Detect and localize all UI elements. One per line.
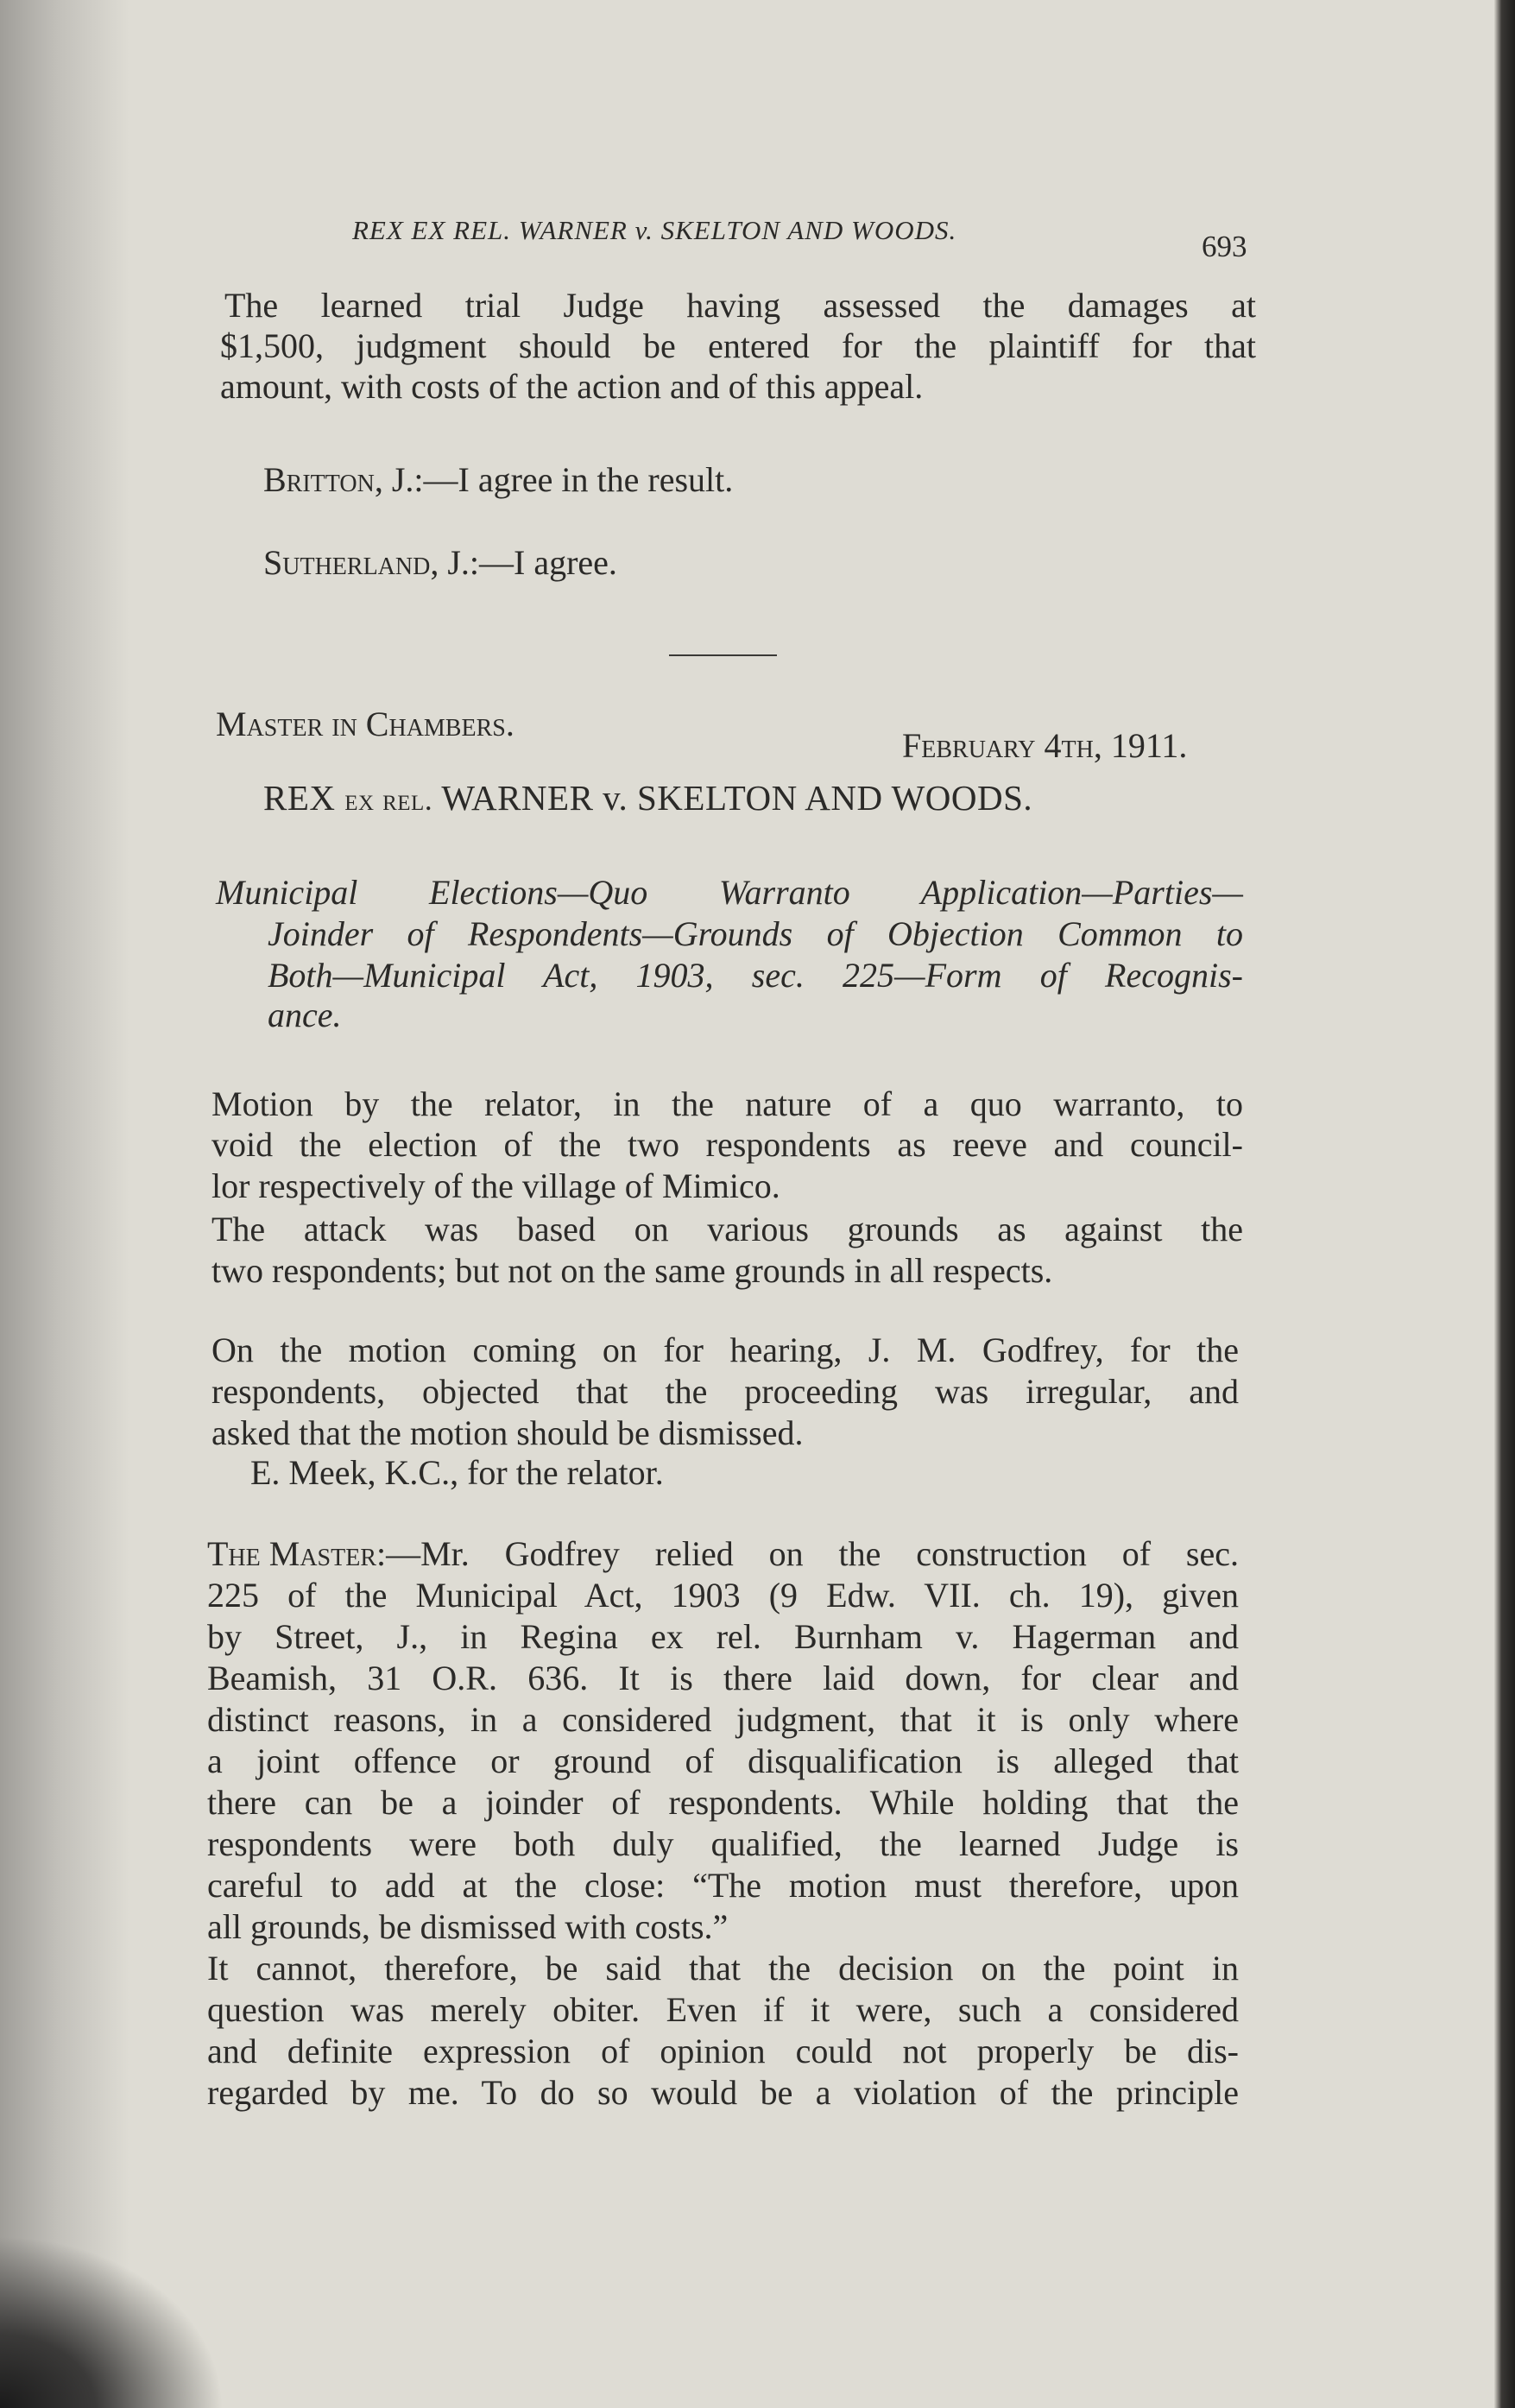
text-line: all grounds, be dismissed with costs.” xyxy=(207,1907,729,1946)
text-line: On the motion coming on for hearing, J. M. Godfrey, for the xyxy=(211,1330,1239,1369)
case-title-part: WARNER v. SKELTON AND WOODS. xyxy=(441,778,1033,818)
running-head: REX EX REL. WARNER v. SKELTON AND WOODS. xyxy=(352,215,957,245)
judge-sutherland-line xyxy=(263,542,617,584)
headnote-line: ance. xyxy=(268,995,342,1034)
counsel-line: E. Meek, K.C., for the relator. xyxy=(250,1453,664,1492)
text-line: question was merely obiter. Even if it were, such a considered xyxy=(207,1990,1239,2029)
case-title-part: REX xyxy=(263,778,336,818)
text-line: a joint offence or ground of disqualification is alleged that xyxy=(207,1741,1239,1780)
text-line: there can be a joinder of respondents. While holding that the xyxy=(207,1783,1239,1822)
judge-opinion: :—I agree in the result. xyxy=(413,460,734,499)
text-line: respondents were both duly qualified, the learned Judge is xyxy=(207,1824,1239,1863)
page-gutter-shadow xyxy=(0,0,129,2408)
text-line: regarded by me. To do so would be a violation of the principle xyxy=(207,2073,1239,2112)
text-line: :—Mr. Godfrey relied on the construction of sec. xyxy=(376,1534,1239,1573)
headnote-line: Municipal Elections—Quo Warranto Application—Parties— xyxy=(216,873,1243,912)
text-line: Beamish, 31 O.R. 636. It is there laid down, for clear and xyxy=(207,1659,1239,1697)
text-line: amount, with costs of the action and of this appeal. xyxy=(220,367,924,406)
text-line: two respondents; but not on the same grounds in all respects. xyxy=(211,1251,1053,1290)
text-line: careful to add at the close: “The motion must therefore, upon xyxy=(207,1866,1239,1905)
text-line: The learned trial Judge having assessed the damages at xyxy=(224,286,1256,325)
text-line: distinct reasons, in a considered judgment, that it is only where xyxy=(207,1700,1239,1739)
case-title xyxy=(263,777,1032,820)
decision-date: February 4th, 1911. xyxy=(902,726,1188,765)
page-edge xyxy=(1494,0,1515,2408)
section-divider xyxy=(669,654,777,656)
text-line: asked that the motion should be dismissed. xyxy=(211,1413,804,1452)
judge-opinion: :—I agree. xyxy=(469,543,617,582)
case-title-part: ex rel. xyxy=(344,782,433,817)
text-line: Motion by the relator, in the nature of a quo warranto, to xyxy=(211,1084,1243,1123)
master-label: The Master xyxy=(207,1534,376,1573)
text-line: The attack was based on various grounds as against the xyxy=(211,1210,1243,1248)
text-line: 225 of the Municipal Act, 1903 (9 Edw. VII. ch. 19), given xyxy=(207,1576,1239,1615)
text-line: $1,500, judgment should be entered for the plaintiff for that xyxy=(220,326,1256,365)
text-line: It cannot, therefore, be said that the decision on the point in xyxy=(207,1949,1239,1988)
text-line: by Street, J., in Regina ex rel. Burnham v. Hagerman and xyxy=(207,1617,1239,1656)
text-line: and definite expression of opinion could not properly be dis- xyxy=(207,2032,1239,2070)
text-line: void the election of the two respondents as reeve and council- xyxy=(211,1125,1243,1164)
text-line: respondents, objected that the proceeding was irregular, and xyxy=(211,1372,1239,1411)
court-name: Master in Chambers. xyxy=(216,705,514,743)
judge-name: Britton, J. xyxy=(263,460,414,499)
corner-shadow xyxy=(0,2235,224,2408)
headnote-line: Both—Municipal Act, 1903, sec. 225—Form of Recognis- xyxy=(268,956,1243,995)
page-number: 693 xyxy=(1202,230,1247,263)
judge-name: Sutherland, J. xyxy=(263,543,470,582)
judge-britton-line xyxy=(263,459,733,501)
judgment-first-line xyxy=(207,1533,1239,1575)
headnote-line: Joinder of Respondents—Grounds of Objection Common to xyxy=(268,914,1243,953)
text-line: lor respectively of the village of Mimico. xyxy=(211,1166,780,1205)
